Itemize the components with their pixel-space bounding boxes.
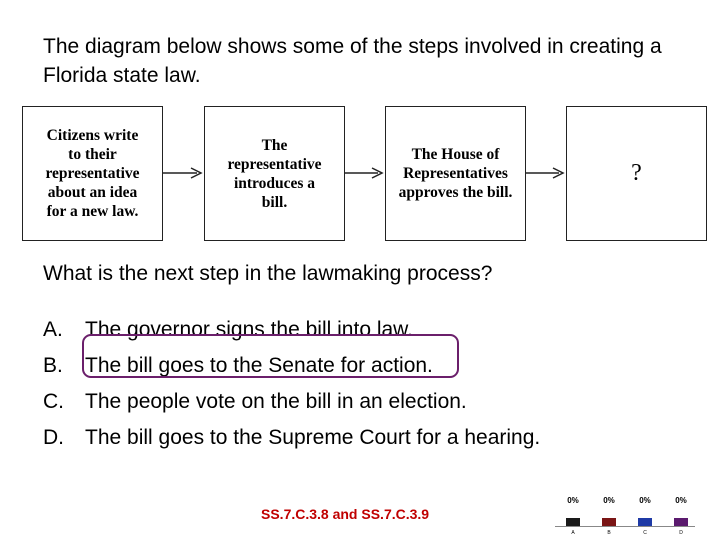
answer-letter: C. — [43, 390, 64, 413]
intro-text: The diagram below shows some of the steps involved in creating a Florida state law. — [43, 35, 662, 87]
answer-letter: D. — [43, 426, 64, 449]
poll-label-b: B — [607, 530, 611, 536]
standard-code: SS.7.C.3.8 and SS.7.C.3.9 — [261, 506, 430, 522]
answer-text: The governor signs the bill into law. — [85, 318, 414, 341]
flow-step-1 — [22, 106, 163, 241]
poll-percent-b: 0% — [603, 496, 615, 505]
arrow-right-icon — [526, 163, 566, 183]
poll-bar-b — [602, 518, 616, 526]
question-text: What is the next step in the lawmaking process? — [43, 262, 493, 285]
poll-bar-d — [674, 518, 688, 526]
answer-highlight-circle — [82, 334, 459, 378]
flow-step-3-text: The House of Representatives approves the bill. — [398, 146, 513, 201]
flow-step-4-text: ? — [631, 160, 642, 186]
poll-label-d: D — [679, 530, 683, 536]
arrow-right-icon — [345, 163, 385, 183]
answer-option-d[interactable] — [43, 420, 540, 456]
answer-text: The bill goes to the Senate for action. — [85, 354, 433, 377]
flow-step-2 — [204, 106, 345, 241]
poll-label-a: A — [571, 530, 575, 536]
answer-letter: A. — [43, 318, 63, 341]
poll-label-c: C — [643, 530, 647, 536]
poll-bar-c — [638, 518, 652, 526]
answer-text: The bill goes to the Supreme Court for a hearing. — [85, 426, 541, 449]
poll-percent-d: 0% — [675, 496, 687, 505]
flow-step-1-text: Citizens write to their representative about an idea for a new law. — [45, 127, 140, 220]
answer-letter: B. — [43, 354, 63, 377]
poll-baseline — [555, 526, 695, 527]
flow-step-3 — [385, 106, 526, 241]
arrow-right-icon — [163, 163, 204, 183]
flow-step-4 — [566, 106, 707, 241]
poll-results-chart — [555, 496, 715, 540]
poll-percent-c: 0% — [639, 496, 651, 505]
flow-step-2-text: The representative introduces a bill. — [227, 136, 322, 211]
poll-percent-a: 0% — [567, 496, 579, 505]
answer-text: The people vote on the bill in an election. — [85, 390, 467, 413]
answer-option-c[interactable] — [43, 384, 540, 420]
poll-bar-a — [566, 518, 580, 526]
